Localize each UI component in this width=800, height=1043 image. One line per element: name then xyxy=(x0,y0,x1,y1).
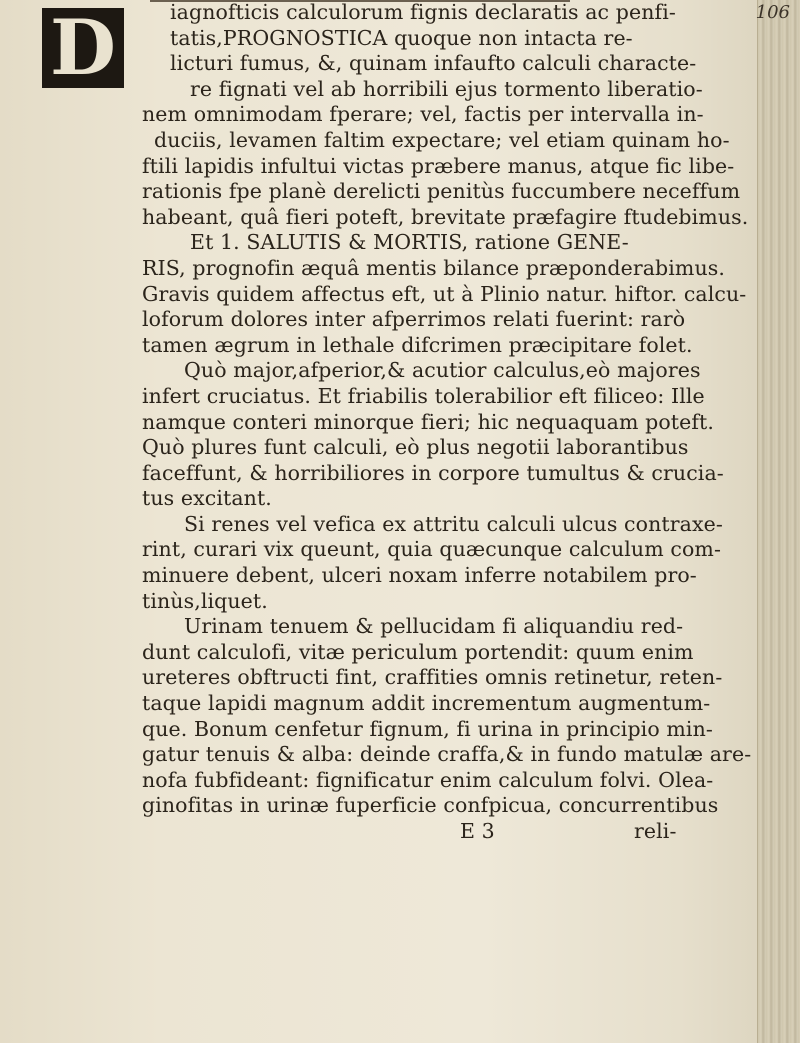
text-line: tatis,PROGNOSTICA quoque non intacta re- xyxy=(170,25,633,50)
text-line: Si renes vel vefica ex attritu calculi ulcus contraxe- xyxy=(184,511,723,536)
text-line: que. Bonum cenfetur fignum, fi urina in principio min- xyxy=(142,716,713,741)
text-line: nofa fubfideant: fignificatur enim calculum folvi. Olea- xyxy=(142,767,714,792)
text-line: ureteres obftructi fint, craffities omnis retinetur, reten- xyxy=(142,665,723,690)
footer-line xyxy=(42,819,722,845)
text-line: Quò major,afperior,& acutior calculus,eò majores xyxy=(184,358,701,383)
folio-number: 106 xyxy=(755,2,790,23)
text-line: RIS, prognofin æquâ mentis bilance præponderabimus. xyxy=(142,255,725,280)
text-line: Et 1. SALUTIS & MORTIS, ratione GENE- xyxy=(190,230,629,255)
body-text xyxy=(42,0,752,845)
text-line: Urinam tenuem & pellucidam fi aliquandiu red- xyxy=(184,614,684,639)
text-line: duciis, levamen faltim expectare; vel etiam quinam ho- xyxy=(154,127,730,152)
text-line: Quò plures funt calculi, eò plus negotii laborantibus xyxy=(142,435,689,460)
text-line: gatur tenuis & alba: deinde craffa,& in fundo matulæ are- xyxy=(142,742,752,767)
text-line: iagnofticis calculorum fignis declaratis ac penfi- xyxy=(170,0,676,24)
text-line: licturi fumus, &, quinam infaufto calculi characte- xyxy=(170,51,697,76)
page-gutter-edge xyxy=(757,0,800,1043)
text-line: ftili lapidis infultui victas præbere manus, atque fic libe- xyxy=(142,153,735,178)
text-line: taque lapidi magnum addit incrementum augmentum- xyxy=(142,691,711,716)
drop-initial: D xyxy=(42,8,124,88)
text-line: tamen ægrum in lethale difcrimen præcipitare folet. xyxy=(142,332,693,357)
catchword: reli- xyxy=(634,819,677,843)
text-line: tinùs,liquet. xyxy=(142,588,268,613)
text-line: minuere debent, ulceri noxam inferre notabilem pro- xyxy=(142,563,697,588)
signature-mark: E 3 xyxy=(460,819,495,843)
text-line: tus excitant. xyxy=(142,486,272,511)
text-line: dunt calculofi, vitæ periculum portendit: quum enim xyxy=(142,639,694,664)
text-line: namque conteri minorque fieri; hic nequaquam poteft. xyxy=(142,409,714,434)
text-line: loforum dolores inter afperrimos relati fuerint: rarò xyxy=(142,307,686,332)
text-line: ginofitas in urinæ fuperficie confpicua, concurrentibus xyxy=(142,793,719,818)
text-line: habeant, quâ fieri poteft, brevitate præfagire ftudebimus. xyxy=(142,204,749,229)
text-line: infert cruciatus. Et friabilis tolerabilior eft filiceo: Ille xyxy=(142,383,705,408)
text-line: nem omnimodam fperare; vel, factis per intervalla in- xyxy=(142,102,704,127)
text-line: Gravis quidem affectus eft, ut à Plinio natur. hiftor. calcu- xyxy=(142,281,747,306)
text-line: rint, curari vix queunt, quia quæcunque calculum com- xyxy=(142,537,721,562)
text-line: re fignati vel ab horribili ejus tormento liberatio- xyxy=(190,76,703,101)
text-line: rationis fpe planè derelicti penitùs fuccumbere neceffum xyxy=(142,179,741,204)
text-line: faceffunt, & horribiliores in corpore tumultus & crucia- xyxy=(142,460,724,485)
